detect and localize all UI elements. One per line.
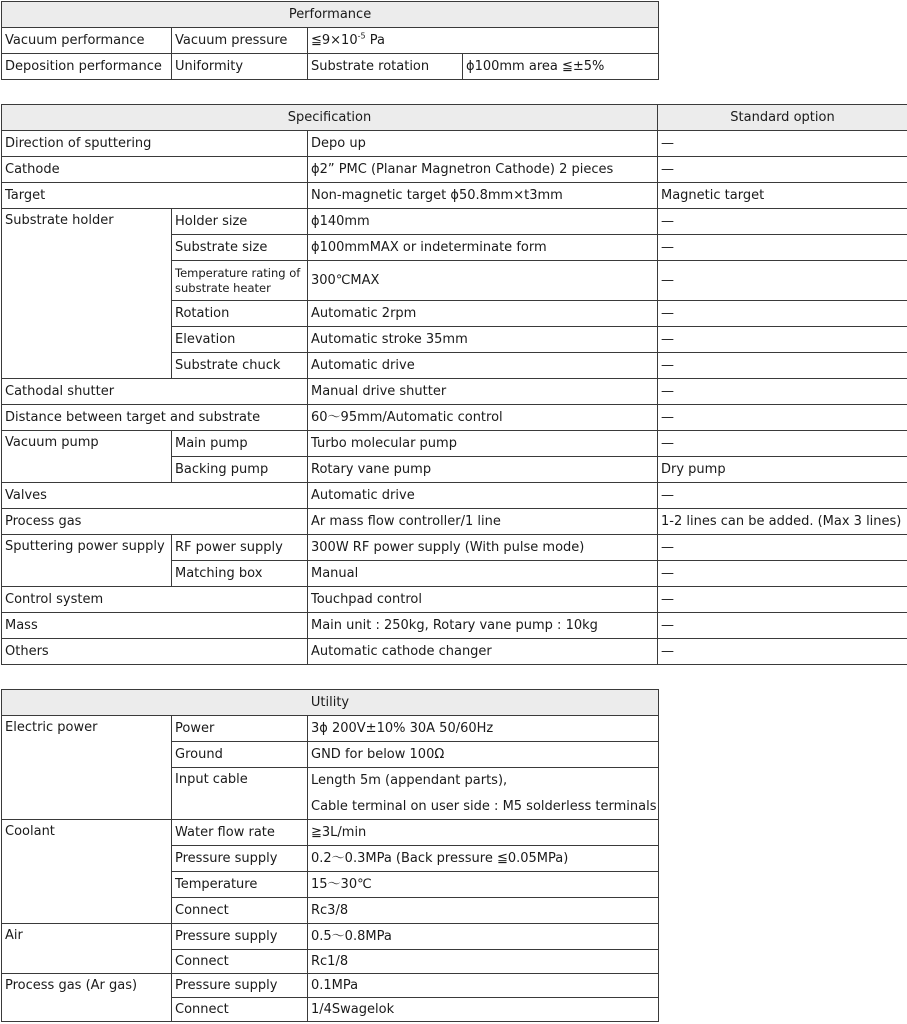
spec-value: Ar mass flow controller/1 line — [308, 509, 658, 535]
utility-label: Air — [2, 924, 172, 974]
spec-option: Magnetic target — [658, 183, 907, 209]
spec-value: 300℃MAX — [308, 261, 658, 301]
spec-label: Cathodal shutter — [2, 379, 308, 405]
spec-option: — — [658, 587, 907, 613]
table-row — [2, 405, 907, 431]
spec-option: — — [658, 431, 907, 457]
spec-value: Manual drive shutter — [308, 379, 658, 405]
utility-value: 0.2～0.3MPa (Back pressure ≦0.05MPa) — [308, 846, 659, 872]
spec-option: Dry pump — [658, 457, 907, 483]
spec-sublabel: Main pump — [172, 431, 308, 457]
spec-sublabel: Backing pump — [172, 457, 308, 483]
utility-sublabel: Water flow rate — [172, 820, 308, 846]
perf-condition: Substrate rotation — [308, 54, 463, 80]
spec-label: Process gas — [2, 509, 308, 535]
table-row — [2, 379, 907, 405]
perf-sublabel: Vacuum pressure — [172, 28, 308, 54]
spec-label: Cathode — [2, 157, 308, 183]
table-row — [2, 209, 907, 235]
table-row — [2, 131, 907, 157]
utility-value: Cable terminal on user side : M5 solderless terminals — [308, 794, 659, 820]
utility-sublabel: Connect — [172, 998, 308, 1022]
perf-value: ϕ100mm area ≦±5% — [463, 54, 659, 80]
utility-table — [1, 689, 659, 1022]
table-row — [2, 157, 907, 183]
table-row — [2, 639, 907, 665]
table-row — [2, 54, 659, 80]
spec-value: Manual — [308, 561, 658, 587]
utility-sublabel: Pressure supply — [172, 974, 308, 998]
table-row — [2, 820, 659, 846]
spec-option: — — [658, 131, 907, 157]
table-row — [2, 28, 659, 54]
utility-sublabel: Temperature — [172, 872, 308, 898]
spec-value: ϕ100mmMAX or indeterminate form — [308, 235, 658, 261]
standard-option-header: Standard option — [658, 105, 907, 131]
utility-sublabel: Ground — [172, 742, 308, 768]
utility-header: Utility — [2, 690, 659, 716]
table-row — [2, 483, 907, 509]
table-row — [2, 924, 659, 950]
utility-value: ≧3L/min — [308, 820, 659, 846]
perf-label: Deposition performance — [2, 54, 172, 80]
utility-value: 1/4Swagelok — [308, 998, 659, 1022]
spec-option: — — [658, 353, 907, 379]
spec-value: Automatic drive — [308, 483, 658, 509]
spec-sublabel: Elevation — [172, 327, 308, 353]
utility-label: Process gas (Ar gas) — [2, 974, 172, 1022]
spec-value: Automatic drive — [308, 353, 658, 379]
utility-sublabel: Pressure supply — [172, 924, 308, 950]
table-row — [2, 183, 907, 209]
spec-option: — — [658, 613, 907, 639]
spec-option: — — [658, 261, 907, 301]
spec-option: — — [658, 379, 907, 405]
spec-label: Others — [2, 639, 308, 665]
utility-value: Length 5m (appendant parts), — [308, 768, 659, 794]
perf-value: $≦9\times 10^{-5}$ Pa — [308, 28, 659, 54]
spec-option: — — [658, 483, 907, 509]
spec-option: — — [658, 235, 907, 261]
utility-value: Rc3/8 — [308, 898, 659, 924]
table-row — [2, 587, 907, 613]
spec-label: Target — [2, 183, 308, 209]
spec-value: Main unit : 250kg, Rotary vane pump : 10kg — [308, 613, 658, 639]
spec-option: — — [658, 209, 907, 235]
utility-sublabel: Power — [172, 716, 308, 742]
spec-value: Automatic cathode changer — [308, 639, 658, 665]
spec-sublabel: Substrate chuck — [172, 353, 308, 379]
table-row — [2, 431, 907, 457]
table-row — [2, 535, 907, 561]
spec-value: ϕ140mm — [308, 209, 658, 235]
spec-option: — — [658, 535, 907, 561]
table-row — [2, 509, 907, 535]
utility-sublabel: Pressure supply — [172, 846, 308, 872]
spec-option: — — [658, 639, 907, 665]
table-row — [2, 974, 659, 998]
spec-value: Rotary vane pump — [308, 457, 658, 483]
specification-header: Specification — [2, 105, 658, 131]
spec-label: Valves — [2, 483, 308, 509]
spec-value: Automatic stroke 35mm — [308, 327, 658, 353]
utility-label: Coolant — [2, 820, 172, 924]
utility-label: Electric power — [2, 716, 172, 820]
perf-label: Vacuum performance — [2, 28, 172, 54]
utility-sublabel: Input cable — [172, 768, 308, 820]
spec-value: Non-magnetic target ϕ50.8mm×t3mm — [308, 183, 658, 209]
utility-value: 15～30℃ — [308, 872, 659, 898]
spec-option: — — [658, 405, 907, 431]
spec-option: 1-2 lines can be added. (Max 3 lines) — [658, 509, 907, 535]
spec-value: Turbo molecular pump — [308, 431, 658, 457]
table-row — [2, 716, 659, 742]
utility-sublabel: Connect — [172, 898, 308, 924]
spec-label: Substrate holder — [2, 209, 172, 379]
performance-table — [1, 1, 659, 80]
spec-value: Touchpad control — [308, 587, 658, 613]
spec-label: Vacuum pump — [2, 431, 172, 483]
spec-sublabel: Temperature rating of substrate heater — [172, 261, 308, 301]
spec-value: Depo up — [308, 131, 658, 157]
spec-value: 60～95mm/Automatic control — [308, 405, 658, 431]
spec-label: Direction of sputtering — [2, 131, 308, 157]
spec-label: Sputtering power supply — [2, 535, 172, 587]
specification-table — [1, 104, 907, 665]
spec-value: ϕ2” PMC (Planar Magnetron Cathode) 2 pieces — [308, 157, 658, 183]
utility-value: 0.5～0.8MPa — [308, 924, 659, 950]
spec-option: — — [658, 157, 907, 183]
spec-label: Control system — [2, 587, 308, 613]
utility-value: GND for below 100Ω — [308, 742, 659, 768]
utility-value: 3ϕ 200V±10% 30A 50/60Hz — [308, 716, 659, 742]
table-row — [2, 613, 907, 639]
spec-value: 300W RF power supply (With pulse mode) — [308, 535, 658, 561]
spec-sublabel: Substrate size — [172, 235, 308, 261]
spec-sublabel: Matching box — [172, 561, 308, 587]
utility-value: 0.1MPa — [308, 974, 659, 998]
performance-header: Performance — [2, 2, 659, 28]
spec-option: — — [658, 327, 907, 353]
spec-option: — — [658, 301, 907, 327]
spec-sublabel: Rotation — [172, 301, 308, 327]
spec-sublabel: Holder size — [172, 209, 308, 235]
spec-label: Mass — [2, 613, 308, 639]
spec-sublabel: RF power supply — [172, 535, 308, 561]
spec-option: — — [658, 561, 907, 587]
spec-value: Automatic 2rpm — [308, 301, 658, 327]
spec-label: Distance between target and substrate — [2, 405, 308, 431]
utility-value: Rc1/8 — [308, 950, 659, 974]
perf-sublabel: Uniformity — [172, 54, 308, 80]
utility-sublabel: Connect — [172, 950, 308, 974]
